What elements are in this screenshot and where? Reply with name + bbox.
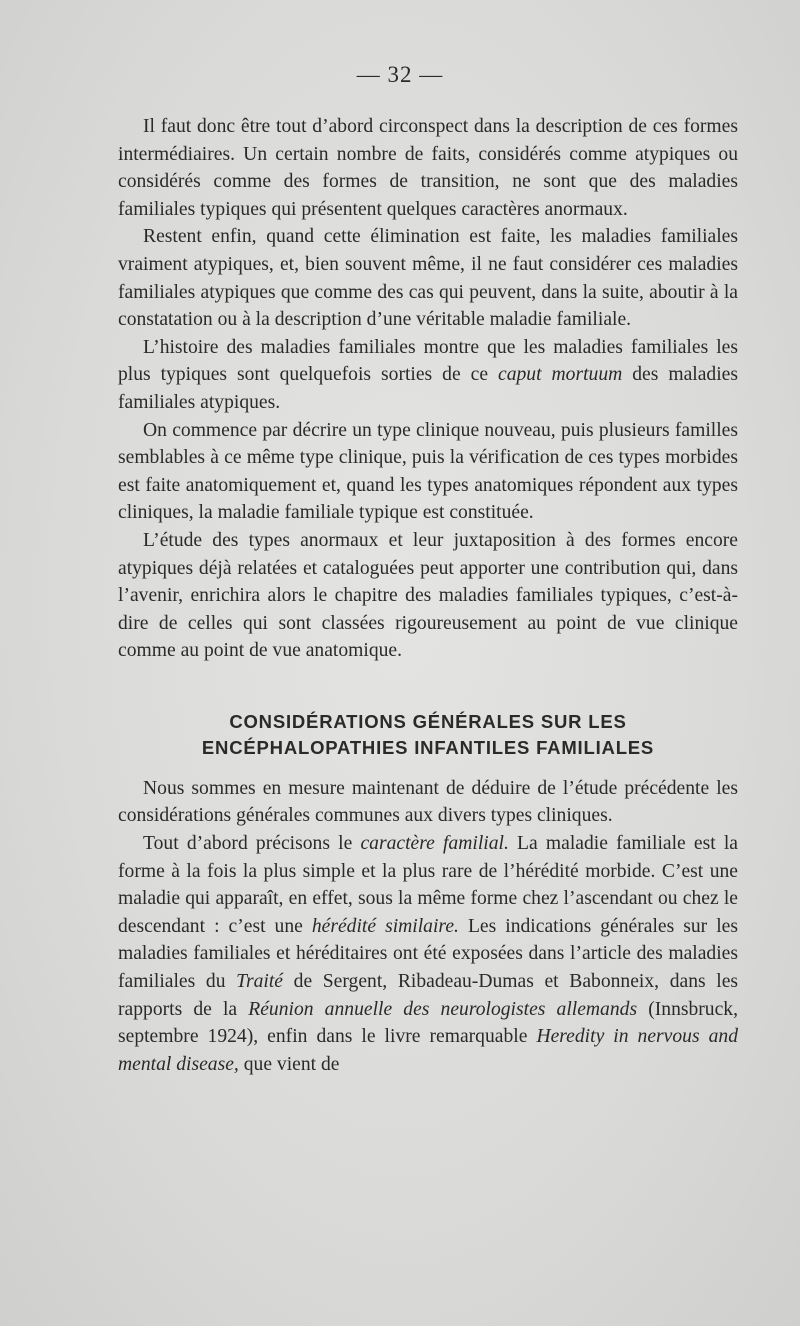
italic-phrase: Traité — [236, 971, 283, 993]
text-run: Les indications générales sur les maladies familiales et héréditaires ont été exposées dans l’article des maladies familiales du — [118, 915, 738, 993]
text-run: des maladies familiales atypiques. — [118, 364, 738, 413]
page-number: — 32 — — [356, 62, 444, 87]
paragraph: Nous sommes en mesure maintenant de déduire de l’étude précédente les considérations générales communes aux divers types cliniques. — [118, 777, 738, 827]
italic-phrase: caractère familial. — [360, 833, 509, 855]
heading-line: ENCÉPHALOPATHIES INFANTILES FAMILIALES — [201, 736, 655, 758]
heading-line: CONSIDÉRATIONS GÉNÉRALES SUR LES — [229, 710, 627, 732]
paragraph: L’étude des types anormaux et leur juxtaposition à des formes encore atypiques déjà relatées et cataloguées peut apporter une contribution qui, dans l’avenir, enrichira alors le chapitre des maladies familiales typiques, c’est-à-dire de celles qui sont classées rigoureusement au point de vue clinique comme au point de vue anatomique. — [118, 529, 738, 662]
italic-phrase: Réunion annuelle des neurologistes allemands — [248, 998, 638, 1020]
italic-phrase: hérédité similaire. — [311, 915, 459, 937]
paragraph — [118, 830, 738, 1078]
paragraph — [118, 334, 738, 417]
page-body — [118, 113, 738, 1078]
text-run: La maladie familiale est la forme à la fois la plus simple et la plus rare de l’hérédité morbide. C’est une maladie qui apparaît, en effet, sous la même forme chez l’ascendant ou chez le descendant : c’est une — [118, 833, 738, 937]
section-heading — [118, 709, 738, 761]
italic-phrase: Heredity in nervous and mental disease, — [118, 1026, 738, 1075]
text-run: de Sergent, Ribadeau-Dumas et Babonneix, dans les rapports de la — [118, 971, 739, 1020]
paragraph: Restent enfin, quand cette élimination est faite, les maladies familiales vraiment atypiques, et, bien souvent même, il ne faut considérer ces maladies familiales atypiques que comme des cas qui peuvent, dans la suite, aboutir à la constatation ou à la description d’une véritable maladie familiale. — [118, 226, 738, 331]
text-run: L’histoire des maladies familiales montre que les maladies familiales les plus typiques sont quelquefois sorties de ce — [118, 336, 738, 386]
paragraph: On commence par décrire un type clinique nouveau, puis plusieurs familles semblables à ce même type clinique, puis la vérification de ces types morbides est faite anatomiquement et, quand les types anatomiques répondent aux types cliniques, la maladie familiale typique est constituée. — [118, 419, 738, 524]
text-run: (Innsbruck, septembre 1924), enfin dans le livre remarquable — [118, 998, 738, 1048]
text-run: Tout d’abord précisons le — [143, 833, 353, 855]
italic-phrase: caput mortuum — [498, 364, 623, 386]
text-run: que vient de — [243, 1053, 340, 1075]
paragraph: Il faut donc être tout d’abord circonspect dans la description de ces formes intermédiaires. Un certain nombre de faits, considérés comme atypiques ou considérés comme des formes de transition, ne sont que des maladies familiales typiques qui présentent quelques caractères anormaux. — [118, 116, 738, 220]
